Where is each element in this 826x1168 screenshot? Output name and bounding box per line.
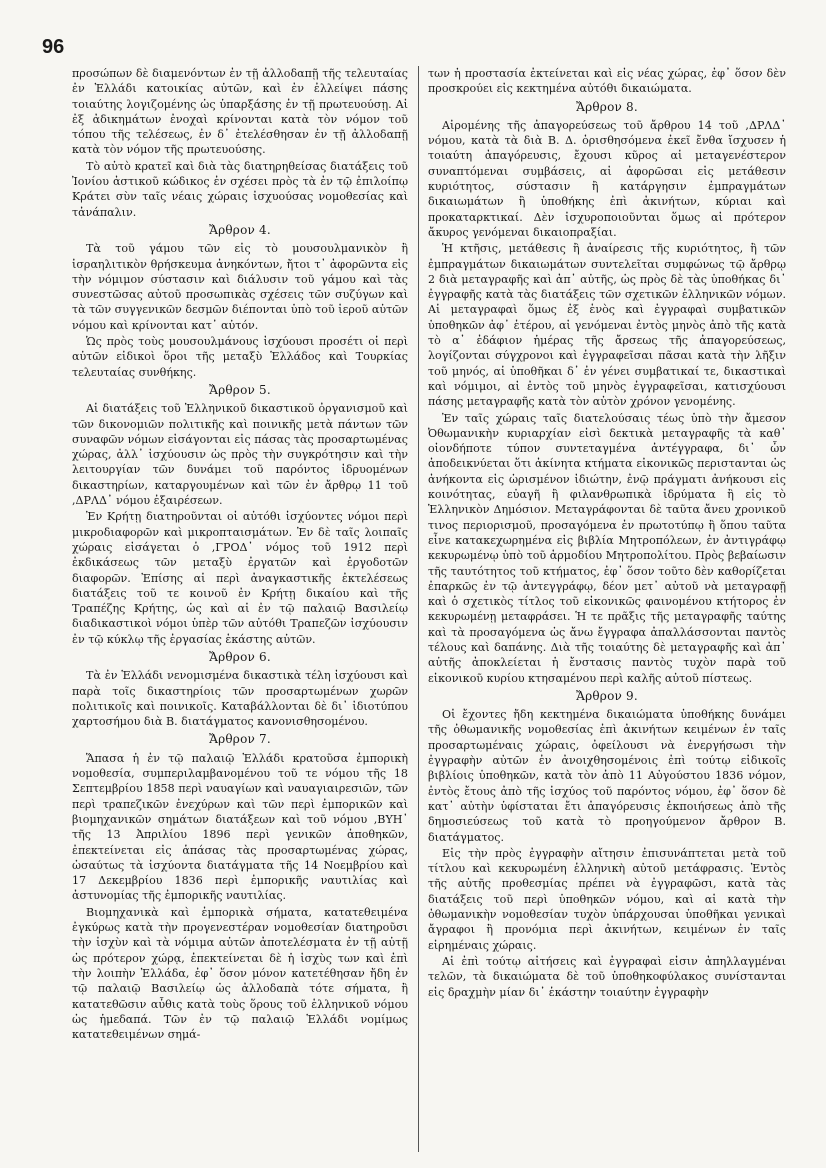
article-heading: Ἄρθρον 5. [209, 382, 271, 397]
paragraph: Ὡς πρὸς τοὺς μουσουλμάνους ἰσχύουσι προσέτι οἱ περὶ αὐτῶν εἰδικοὶ ὅροι τῆς μεταξὺ Ἑλλάδος καὶ Τουρκίας τελευταίας συνθήκης. [72, 335, 408, 379]
paragraph: Βιομηχανικὰ καὶ ἐμπορικὰ σήματα, κατατεθειμένα ἐγκύρως κατὰ τὴν προγενεστέραν νομοθεσίαν διατηροῦσι τὴν ἰσχὺν καὶ τὰ νόμιμα αὐτῶν ἀποτελέσματα ἐν τῇ αὐτῇ ὡς πρότερον χώρᾳ, ἐπεκτείνεται δὲ ἡ ἰσχὺς των καὶ ἐπὶ τὴν λοιπὴν Ἑλλάδα, ἐφ᾽ ὅσον μόνον κατετέθησαν ἤδη ἐν τῷ παλαιῷ Βασιλείῳ ὡς ἀλλοδαπὰ τότε σήματα, ἢ κατατεθῶσιν αὖθις κατὰ τοὺς ὅρους τοῦ ἑλληνικοῦ νόμου ὡς ἡμεδαπά. Τῶν ἐν τῷ παλαιῷ Ἑλλάδι νομίμως κατατεθειμένων σημά- [72, 905, 408, 1042]
paragraph: Ἐν Κρήτῃ διατηροῦνται οἱ αὐτόθι ἰσχύοντες νόμοι περὶ μικροδιαφορῶν καὶ μικροπταισμάτων. Ἐν δὲ ταῖς λοιπαῖς χώραις εἰσάγεται ὁ ,ΓΡΟΔ᾽ νόμος τοῦ 1912 περὶ ἐκδικάσεως τῶν μεταξὺ ἐργατῶν καὶ ἐργοδοτῶν διαφορῶν. Ἐπίσης αἱ περὶ ἀναγκαστικῆς ἐκτελέσεως διατάξεις τοῦ τε κοινοῦ ἐν Κρήτῃ δικαίου καὶ τῆς Τραπέζης Κρήτης, ὡς καὶ αἱ ἐν τῷ παλαιῷ Βασιλείῳ διαδικαστικοὶ νόμοι ὑπὲρ τῶν αὐτόθι Τραπεζῶν ἰσχύουσιν ἐν τῷ κύκλῳ τῆς ἐργασίας ἑκάστης αὐτῶν. [72, 510, 408, 646]
column-divider [418, 66, 419, 1152]
paragraph: Αἱ ἐπὶ τούτῳ αἰτήσεις καὶ ἐγγραφαὶ εἰσιν ἀπηλλαγμέναι τελῶν, τὰ δικαιώματα δὲ τοῦ ὑποθηκοφύλακος συνίστανται εἰς δραχμὴν μίαν δι᾽ ἑκάστην τοιαύτην ἐγγραφὴν [428, 954, 786, 999]
paragraph: Τὰ τοῦ γάμου τῶν εἰς τὸ μουσουλμανικὸν ἢ ἰσραηλιτικὸν θρήσκευμα ἀνηκόντων, ἤτοι τ᾽ ἀφορῶντα εἰς τὴν νόμιμον σύστασιν καὶ διάλυσιν τοῦ γάμου καὶ τὰς συνεστῶσας αὐτοῦ προσωπικὰς σχέσεις τῶν συζύγων καὶ τὰ τῶν συγγενικῶν δεσμῶν διέπονται ὑπὸ τοῦ ἱεροῦ αὐτῶν νόμου καὶ κρίνονται κατ᾽ αὐτόν. [72, 242, 408, 332]
page-number: 96 [42, 36, 65, 58]
paragraph: Ἅπασα ἡ ἐν τῷ παλαιῷ Ἑλλάδι κρατοῦσα ἐμπορικὴ νομοθεσία, συμπεριλαμβανομένου τοῦ τε νόμου τῆς 18 Σεπτεμβρίου 1858 περὶ ναυαγίων καὶ ναυαγιαιρεσιῶν, τῶν περὶ τραπεζικῶν ἐνεχύρων καὶ τῶν περὶ ἐμπορικῶν καὶ βιομηχανικῶν σημάτων διατάξεων καὶ τοῦ νόμου ,ΒΥΗ᾽ τῆς 13 Ἀπριλίου 1896 περὶ γενικῶν ἀποθηκῶν, ἐπεκτείνεται εἰς ἁπάσας τὰς προσαρτωμένας χώρας, ὡσαύτως τὰ ἰσχύοντα διατάγματα τῆς 14 Νοεμβρίου καὶ 17 Δεκεμβρίου 1836 περὶ ἐμπορικῆς ναυτιλίας καὶ ἀστυνομίας τῆς ἐμπορικῆς ναυτιλίας. [72, 751, 408, 903]
paragraph: των ἡ προστασία ἐκτείνεται καὶ εἰς νέας χώρας, ἐφ᾽ ὅσον δὲν προσκρούει εἰς κεκτημένα αὐτόθι δικαιώματα. [428, 67, 786, 96]
paragraph: Οἱ ἔχοντες ἤδη κεκτημένα δικαιώματα ὑποθήκης δυνάμει τῆς ὀθωμανικῆς νομοθεσίας ἐπὶ ἀκινήτων κειμένων ἐν ταῖς προσαρτωμέναις χώραις, ὀφείλουσι νὰ ἐνεργήσωσι τὴν ἐγγραφὴν αὐτῶν ἐν ἀνοιχθησομένοις ἐπὶ τούτῳ εἰδικοῖς βιβλίοις ὑποθηκῶν, κατὰ τὸν ἀπὸ 11 Αὐγούστου 1836 νόμον, ἐντὸς ἔτους ἀπὸ τῆς ἰσχύος τοῦ παρόντος νόμου, ἐφ᾽ ὅσον δὲ κατ᾽ αὐτὴν ὑφίσταται ἔτι ἀπαγόρευσις ἐκποιήσεως ἀπὸ τῆς δημοσιεύσεως τοῦ κατὰ τὸ προηγούμενον ἄρθρον Β. διατάγματος. [428, 708, 786, 844]
right-column [428, 66, 786, 1152]
left-column [72, 66, 408, 1152]
article-heading: Ἄρθρον 6. [209, 649, 271, 664]
paragraph: Αἱ διατάξεις τοῦ Ἑλληνικοῦ δικαστικοῦ ὀργανισμοῦ καὶ τῶν δικονομιῶν πολιτικῆς καὶ ποινικῆς μετὰ πάντων τῶν συναφῶν νόμων εἰσάγονται εἰς πάσας τὰς προσαρτωμένας χώρας, ἀλλ᾽ ἰσχύουσιν ὡς πρὸς τὴν συγκρότησιν καὶ τὴν λειτουργίαν τῶν δυνάμει τοῦ παρόντος ἱδρυομένων δικαστηρίων, καταργουμένων καὶ τῶν ἐν ἄρθρῳ 11 τοῦ ,ΔΡΛΔ᾽ νόμου ἐξαιρέσεων. [72, 402, 408, 508]
article-heading: Ἄρθρον 8. [576, 99, 638, 114]
article-heading: Ἄρθρον 9. [576, 688, 638, 703]
paragraph: Τὰ ἐν Ἑλλάδι νενομισμένα δικαστικὰ τέλη ἰσχύουσι καὶ παρὰ τοῖς δικαστηρίοις τῶν προσαρτωμένων χωρῶν πολιτικοῖς καὶ ποινικοῖς. Καταβάλλονται δὲ δι᾽ ἰδιοτύπου χαρτοσήμου διὰ Β. διατάγματος κανονισθησομένου. [72, 669, 408, 729]
paragraph: Ἐν ταῖς χώραις ταῖς διατελούσαις τέως ὑπὸ τὴν ἄμεσον Ὀθωμανικὴν κυριαρχίαν εἰσὶ δεκτικὰ μεταγραφῆς τὰ καθ᾽ οἱονδήποτε τύπον συντεταγμένα ἀντέγγραφα, δι᾽ ὧν ἀποδεικνύεται ὅτι ἀκίνητα κτήματα εἰκονικῶς περιστανται ὡς ἀνήκοντα εἰς ὡρισμένον ἰδιώτην, ἐνῷ πράγματι ἀνήκουσι εἰς κοινότητας, εὐαγῆ ἢ φιλανθρωπικὰ ἱδρύματα ἢ εἰς τὸ Ἑλληνικὸν Δημόσιον. Μεταγράφονται δὲ ταῦτα ἄνευ χρονικοῦ τινος περιορισμοῦ, προσαγόμενα ἐν πρωτοτύπῳ ἢ ὅπου ταῦτα εἶνε κατακεχωρημένα εἰς βιβλία Μητροπόλεων, ἐν ἀντιγράφῳ κεκυρωμένῳ ὑπὸ τοῦ ἁρμοδίου Μητροπολίτου. Πρὸς βεβαίωσιν τῆς ταυτότητος τοῦ κτήματος, ἐφ᾽ ὅσον τοῦτο δὲν καθορίζεται ἐπαρκῶς ἐν τῷ ἀντεγγράφῳ, δέον μετ᾽ αὐτοῦ νὰ μεταγραφῇ καὶ ὁ σχετικὸς τίτλος τοῦ εἰκονικῶς φαινομένου κτήτορος ἐν κεκυρωμένῃ μεταφράσει. Ἡ τε πρᾶξις τῆς μεταγραφῆς ταύτης καὶ τὰ προσαγόμενα ὡς ἄνω ἔγγραφα ἀπαλλάσσονται παντὸς τέλους καὶ δαπάνης. Διὰ τῆς τοιαύτης δὲ μεταγραφῆς καὶ ἀπ᾽ αὐτῆς ἀποκλείεται ἡ ἔνστασις παντὸς τυχὸν παρὰ τοῦ εἰκονικοῦ κυρίου κτησαμένου περὶ καλῆς αὐτοῦ πίστεως. [428, 411, 786, 685]
article-heading: Ἄρθρον 7. [209, 732, 271, 747]
paragraph: Αἰρομένης τῆς ἀπαγορεύσεως τοῦ ἄρθρου 14 τοῦ ,ΔΡΛΔ᾽ νόμου, κατὰ τὰ διὰ Β. Δ. ὁρισθησόμενα ἐκεῖ ἔνθα ἴσχυσεν ἡ τοιαύτη ἀπαγόρευσις, ἔχουσι κῦρος αἱ μεταγενέστερον συναπτόμεναι συμβάσεις, αἱ ἀφορῶσαι εἰς μετάθεσιν κυριότητος, σύστασιν ἢ κατάργησιν ἐμπραγμάτων δικαιωμάτων ἢ ὑποθήκης ἐπὶ ἀκινήτων, κύριαι καὶ προκαταρκτικαί. Δὲν ἰσχυροποιοῦνται ὅμως αἱ πρότερον ἄκυρος γενόμεναι δικαιοπραξίαι. [428, 118, 786, 239]
article-heading: Ἄρθρον 4. [209, 222, 271, 237]
paragraph: Εἰς τὴν πρὸς ἐγγραφὴν αἴτησιν ἐπισυνάπτεται μετὰ τοῦ τίτλου καὶ κεκυρωμένη ἑλληνικὴ αὐτοῦ μετάφρασις. Ἐντὸς τῆς αὐτῆς προθεσμίας πρέπει νὰ ἐγγραφῶσι, κατὰ τὰς διατάξεις τοῦ περὶ ὑποθηκῶν νόμου, καὶ αἱ κατὰ τὴν ὀθωμανικὴν νομοθεσίαν τυχὸν ὑπάρχουσαι ὑποθῆκαι γενικαὶ ἄγραφοι ἢ προνόμια περὶ ἀκινήτων, κειμένων ἐν ταῖς εἰρημέναις χώραις. [428, 846, 786, 952]
paragraph: προσώπων δὲ διαμενόντων ἐν τῇ ἀλλοδαπῇ τῆς τελευταίας ἐν Ἑλλάδι κατοικίας αὐτῶν, καὶ ἐν ἐλλείψει πάσης τοιαύτης λογιζομένης ὡς ὑπαρξάσης ἐν τῇ πρωτευούσῃ. Αἱ ἐξ ἀδικημάτων ἐνοχαὶ κρίνονται κατὰ τὸν νόμον τοῦ τόπου τῆς τελέσεως, ἐν δ᾽ ἐτελέσθησαν ἐν τῇ ἀλλοδαπῇ κατὰ τὸν νόμον τῆς πρωτευούσης. [72, 67, 408, 157]
paragraph: Ἡ κτῆσις, μετάθεσις ἢ ἀναίρεσις τῆς κυριότητος, ἢ τῶν ἐμπραγμάτων δικαιωμάτων συντελεῖται συμφώνως τῷ ἄρθρῳ 2 διὰ μεταγραφῆς καὶ ἀπ᾽ αὐτῆς, ὡς πρὸς δὲ τὰς ὑποθήκας δι᾽ ἐγγραφῆς κατὰ τὰς διατάξεις τῶν σχετικῶν ἑλληνικῶν νόμων. Αἱ μεταγραφαὶ ὅμως ἐξ ἑνὸς καὶ ἐγγραφαὶ συμβατικῶν ὑποθηκῶν ἀφ᾽ ἑτέρου, αἱ γενόμεναι ἐντὸς μηνὸς ἀπὸ τῆς κατὰ τὸ α᾽ ἐδάφιον ἡμέρας τῆς ἄρσεως τῆς ἀπαγορεύσεως, λογίζονται σύγχρονοι καὶ ἐγγραφεῖσαι πᾶσαι κατὰ τὴν λῆξιν τοῦ μηνός, αἱ ὑποθῆκαι δ᾽ ἐν γένει συμβατικαί τε, δικαστικαὶ καὶ νόμιμοι, αἱ ἐντὸς τοῦ μηνὸς ἐγγραφεῖσαι, κατισχύουσι πάσης μεταγραφῆς κατὰ τὸν αὐτὸν χρόνον γενομένης. [428, 242, 786, 409]
paragraph: Τὸ αὐτὸ κρατεῖ καὶ διὰ τὰς διατηρηθείσας διατάξεις τοῦ Ἰονίου ἀστικοῦ κώδικος ἐν σχέσει πρὸς τὰ ἐν τῷ ἐπιλοίπῳ Κράτει σὺν ταῖς νέαις χώραις ἰσχυούσας νομοθεσίας καὶ τἀνάπαλιν. [72, 159, 408, 219]
